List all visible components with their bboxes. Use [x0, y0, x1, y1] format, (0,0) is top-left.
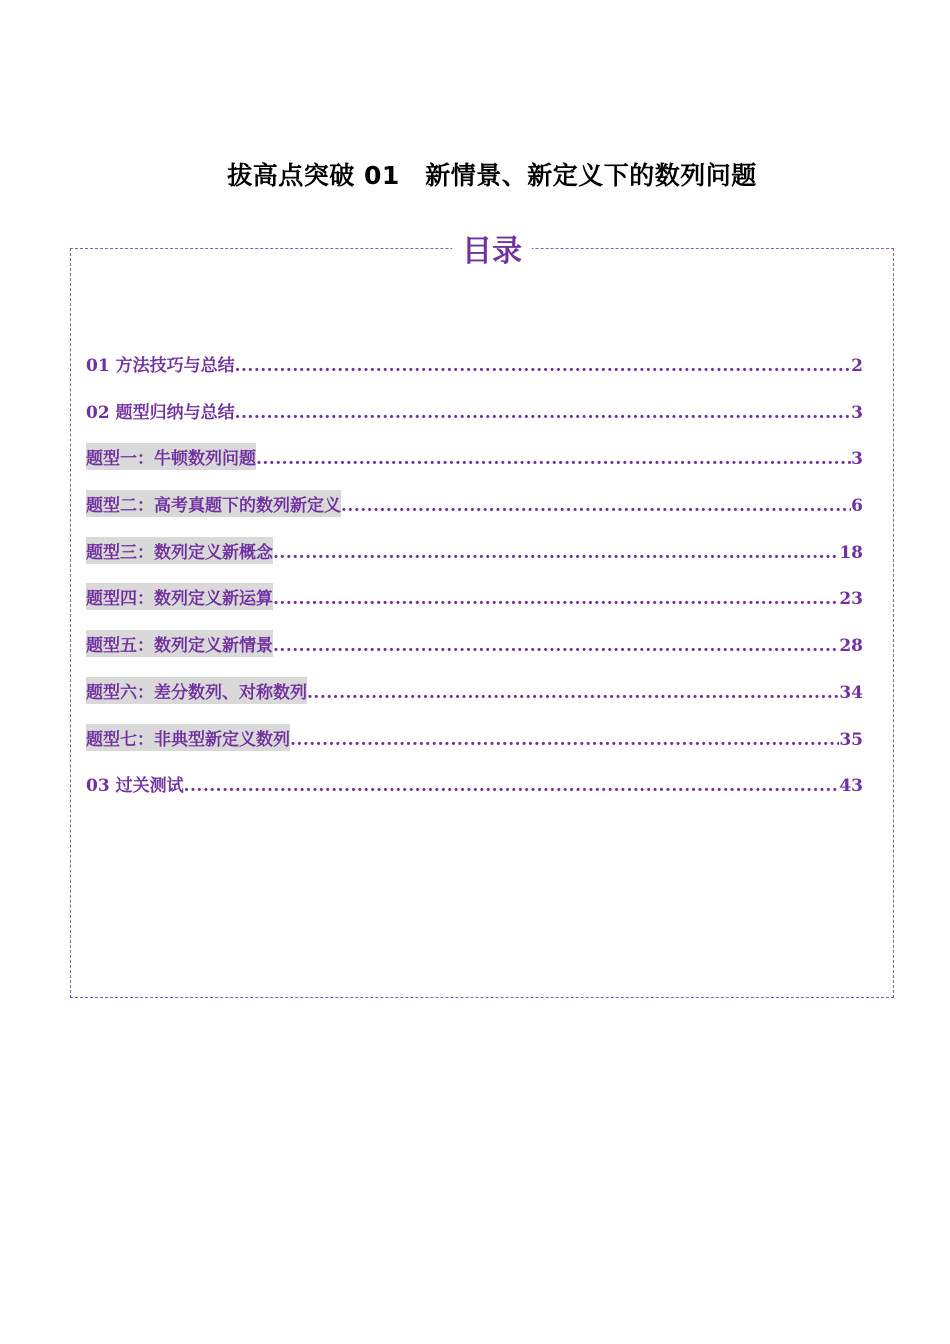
toc-entry-type-7[interactable] [86, 724, 863, 771]
toc-leader-dots [341, 496, 851, 516]
toc-entry-label: 题型四：数列定义新运算 [86, 583, 273, 610]
page-title: 拔高点突破 01 新情景、新定义下的数列问题 [227, 161, 757, 190]
toc-leader-dots [273, 543, 839, 563]
toc-entry-label: 题型二：高考真题下的数列新定义 [86, 490, 341, 517]
toc-leader-dots [184, 776, 840, 796]
toc-entry-type-3[interactable] [86, 537, 863, 584]
toc-page-number: 35 [839, 729, 863, 750]
toc-entry-methods[interactable] [86, 350, 863, 397]
toc-entry-label: 03 过关测试 [86, 776, 184, 797]
toc-page-number: 18 [839, 542, 863, 563]
toc-entry-type-2[interactable] [86, 490, 863, 537]
toc-leader-dots [235, 403, 852, 423]
toc-leader-dots [273, 589, 839, 609]
toc-page-number: 43 [839, 776, 863, 797]
toc-entry-label: 题型七：非典型新定义数列 [86, 724, 290, 751]
toc-entry-label: 题型五：数列定义新情景 [86, 630, 273, 657]
toc-entry-final-test[interactable] [86, 770, 863, 817]
toc-list [86, 350, 863, 817]
toc-entry-label: 题型六：差分数列、对称数列 [86, 677, 307, 704]
toc-leader-dots [256, 449, 851, 469]
toc-entry-label: 02 题型归纳与总结 [86, 402, 235, 423]
toc-entry-type-1[interactable] [86, 443, 863, 490]
toc-heading: 目录 [452, 230, 532, 274]
toc-leader-dots [235, 356, 852, 376]
toc-entry-type-5[interactable] [86, 630, 863, 677]
toc-leader-dots [290, 730, 839, 750]
toc-entry-problem-types[interactable] [86, 397, 863, 444]
toc-page-number: 2 [851, 356, 863, 376]
toc-page-number: 3 [851, 402, 863, 423]
toc-page-number: 28 [839, 636, 863, 657]
toc-entry-type-4[interactable] [86, 583, 863, 630]
toc-page-number: 6 [851, 496, 863, 517]
toc-page-number: 3 [851, 449, 863, 470]
toc-page-number: 34 [839, 682, 863, 703]
toc-entry-label: 题型三：数列定义新概念 [86, 537, 273, 564]
toc-entry-label: 题型一：牛顿数列问题 [86, 443, 256, 470]
toc-leader-dots [273, 636, 839, 656]
toc-leader-dots [307, 683, 839, 703]
toc-page-number: 23 [839, 589, 863, 610]
toc-entry-type-6[interactable] [86, 677, 863, 724]
toc-entry-label: 01 方法技巧与总结 [86, 356, 235, 376]
